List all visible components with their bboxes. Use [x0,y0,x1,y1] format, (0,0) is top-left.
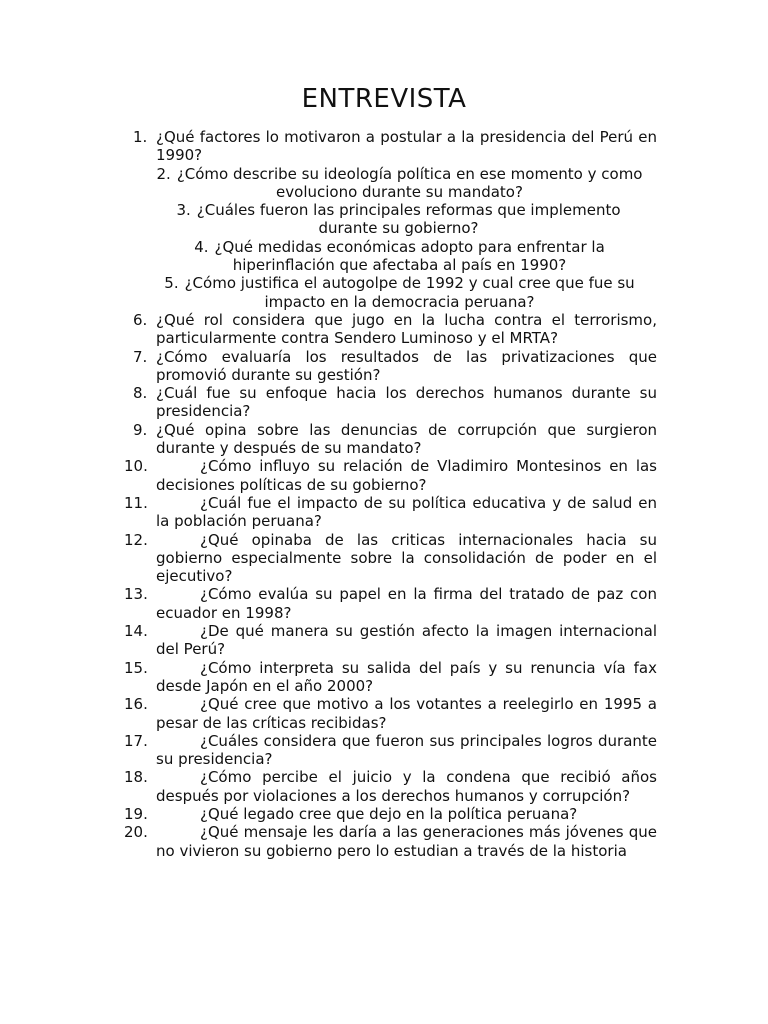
item-number: 11. [124,493,148,512]
item-text: ¿Qué factores lo motivaron a postular a la presidencia del Perú en 1990? [156,128,657,165]
item-number: 5. [164,274,179,293]
item-text: ¿Qué mensaje les daría a las generaciones más jóvenes que no vivieron su gobierno pero lo estudian a través de la historia [156,823,657,860]
item-text: ¿De qué manera su gestión afecto la imagen internacional del Perú? [156,622,657,659]
list-item [124,238,657,275]
item-text: ¿Cómo describe su ideología política en ese momento y como evoluciono durante su mandato? [176,164,643,201]
list-item [124,768,657,805]
item-text: ¿Qué legado cree que dejo en la política peruana? [200,804,578,823]
item-number: 6. [133,310,148,329]
item-number: 7. [133,347,148,366]
item-number: 10. [124,457,148,476]
item-number: 1. [133,128,148,146]
item-text: ¿Qué opinaba de las criticas internacionales hacia su gobierno especialmente sobre la consolidación de poder en el ejecutivo? [156,530,657,586]
item-number: 4. [194,237,209,256]
item-number: 9. [133,420,148,439]
item-text: ¿Cómo evaluaría los resultados de las privatizaciones que promovió durante su gestión? [156,347,657,384]
list-item [124,165,657,202]
question-list [124,128,657,860]
item-text: ¿Cuáles fueron las principales reformas que implemento durante su gobierno? [196,201,621,238]
list-item [124,384,657,421]
item-text: ¿Cómo interpreta su salida del país y su renuncia vía fax desde Japón en el año 2000? [156,658,657,695]
list-item [124,311,657,348]
list-item [124,805,657,823]
item-number: 18. [124,768,148,787]
item-text: ¿Qué medidas económicas adopto para enfrentar la hiperinflación que afectaba al país en 1990? [214,237,605,275]
item-number: 8. [133,384,148,403]
document-title: ENTREVISTA [301,84,467,114]
item-number: 12. [124,530,148,549]
list-item [124,585,657,622]
list-item [124,457,657,494]
item-text: ¿Cómo evalúa su papel en la firma del tratado de paz con ecuador en 1998? [156,585,657,622]
list-item [124,348,657,385]
item-number: 19. [124,804,148,823]
item-text: ¿Qué opina sobre las denuncias de corrupción que surgieron durante y después de su mandato? [156,420,657,458]
list-item [124,421,657,458]
item-number: 14. [124,622,148,641]
list-item [124,695,657,732]
list-item [124,531,657,586]
item-text: ¿Cuál fue el impacto de su política educativa y de salud en la población peruana? [156,493,657,531]
item-text: ¿Cuál fue su enfoque hacia los derechos humanos durante su presidencia? [156,384,657,421]
list-item [124,201,657,238]
item-number: 20. [124,823,148,842]
item-number: 3. [176,201,191,220]
list-item [124,823,657,860]
item-text: ¿Cómo influyo su relación de Vladimiro Montesinos en las decisiones políticas de su gobierno? [156,457,657,494]
item-number: 16. [124,695,148,714]
list-item [124,622,657,659]
item-text: ¿Qué rol considera que jugo en la lucha contra el terrorismo, particularmente contra Sendero Luminoso y el MRTA? [156,310,657,348]
list-item [124,274,657,311]
item-text: ¿Cuáles considera que fueron sus principales logros durante su presidencia? [156,731,657,769]
item-text: ¿Qué cree que motivo a los votantes a reelegirlo en 1995 a pesar de las críticas recibidas? [156,695,657,732]
item-text: ¿Cómo justifica el autogolpe de 1992 y cual cree que fue su impacto en la democracia peruana? [184,274,635,311]
item-number: 17. [124,731,148,750]
item-number: 13. [124,585,148,604]
list-item [124,659,657,696]
item-number: 2. [156,164,171,183]
list-item [124,732,657,769]
list-item [124,494,657,531]
item-text: ¿Cómo percibe el juicio y la condena que recibió años después por violaciones a los derechos humanos y corrupción? [156,768,657,805]
item-number: 15. [124,658,148,677]
list-item [124,128,657,165]
